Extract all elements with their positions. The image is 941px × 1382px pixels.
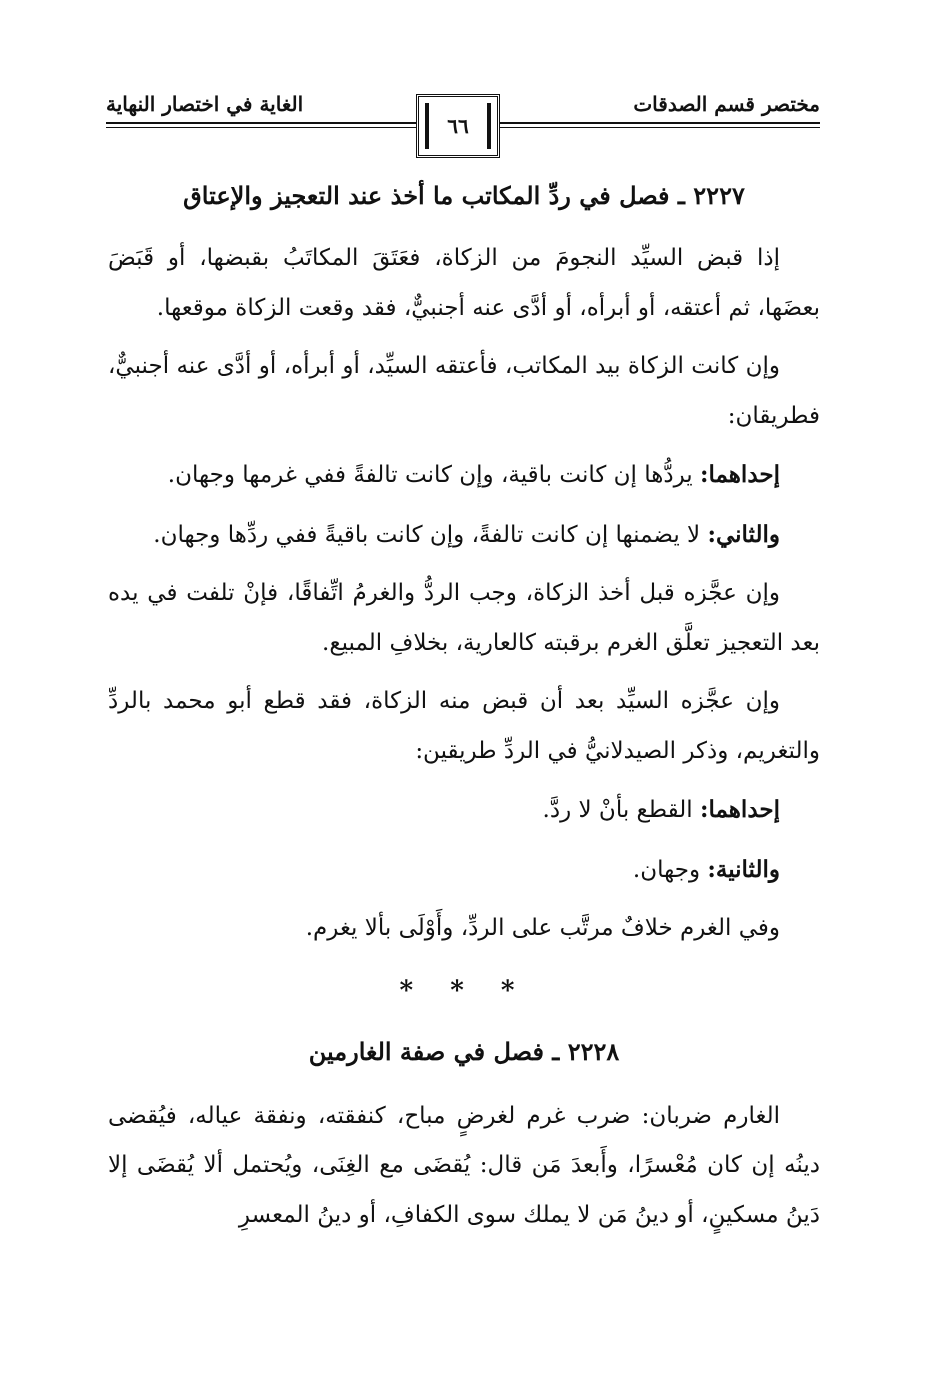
section-separator: * * * <box>399 975 529 1006</box>
paragraph: وفي الغرم خلافٌ مرتَّب على الردِّ، وأَوْلَى بألا يغرم. <box>305 915 780 941</box>
paragraph: وإن كانت الزكاة بيد المكاتب، فأعتقه السيِّد، أو أبرأه، أو أدَّى عنه أجنبيٌّ، فطريقان: <box>108 353 820 429</box>
header-book-title: الغاية في اختصار النهاية <box>106 92 304 116</box>
paragraph: الغارم ضربان: ضرب غرم لغرضٍ مباح، كنفقته، ونفقة عياله، فيُقضى دينُه إن كان مُعْسرًا، وأَبعدَ مَن قال: يُقضَى مع الغِنَى، ويُحتمل ألا يُقضَى إلا دَينُ مسكينٍ، أو دينُ مَن لا يملك سوى الكفافِ، أو دينُ المعسرِ <box>108 1102 820 1228</box>
header-book-section-title: مختصر قسم الصدقات <box>633 92 820 116</box>
paragraph <box>108 785 820 836</box>
paragraph-text: وجهان. <box>632 856 708 883</box>
paragraph <box>108 450 820 501</box>
paragraph <box>108 845 820 896</box>
section-title: ٢٢٢٨ ـ فصل في صفة الغارمين <box>308 1036 620 1066</box>
paragraph-lead: إحداهما: <box>700 461 780 488</box>
paragraph <box>108 510 820 561</box>
page-number: ٦٦ <box>447 114 469 138</box>
section-title: ٢٢٢٧ ـ فصل في ردِّ المكاتب ما أخذ عند التعجيز والإعتاق <box>183 181 745 210</box>
page-number-frame <box>416 94 500 158</box>
paragraph-text: القطع بأنْ لا ردَّ. <box>542 797 700 823</box>
paragraph-lead: إحداهما: <box>700 796 780 823</box>
page-header <box>106 88 820 168</box>
paragraph-text: يردُّها إن كانت باقية، وإن كانت تالفةً ففي غرمها وجهان. <box>167 462 700 488</box>
paragraph: وإن عجَّزه السيِّد بعد أن قبض منه الزكاة، فقد قطع أبو محمد بالردِّ والتغريم، وذكر الصيدلانيُّ في الردِّ طريقين: <box>108 688 820 764</box>
paragraph-lead: والثاني: <box>707 520 780 548</box>
paragraph-lead: والثانية: <box>707 855 780 883</box>
paragraph: وإن عجَّزه قبل أخذ الزكاة، وجب الردُّ والغرمُ اتِّفاقًا، فإنْ تلفت في يده بعد التعجيز تعلَّق الغرم برقبته كالعارية، بخلافِ المبيع. <box>108 580 820 656</box>
paragraph: إذا قبض السيِّد النجومَ من الزكاة، فعَتَقَ المكاتَبُ بقبضها، أو قَبَضَ بعضَها، ثم أعتقه، أو أبرأه، أو أدَّى عنه أجنبيٌّ، فقد وقعت الزكاة موقعها. <box>108 245 820 321</box>
page-content <box>108 176 820 1240</box>
paragraph-text: لا يضمنها إن كانت تالفةً، وإن كانت باقيةً ففي ردِّها وجهان. <box>153 521 708 548</box>
